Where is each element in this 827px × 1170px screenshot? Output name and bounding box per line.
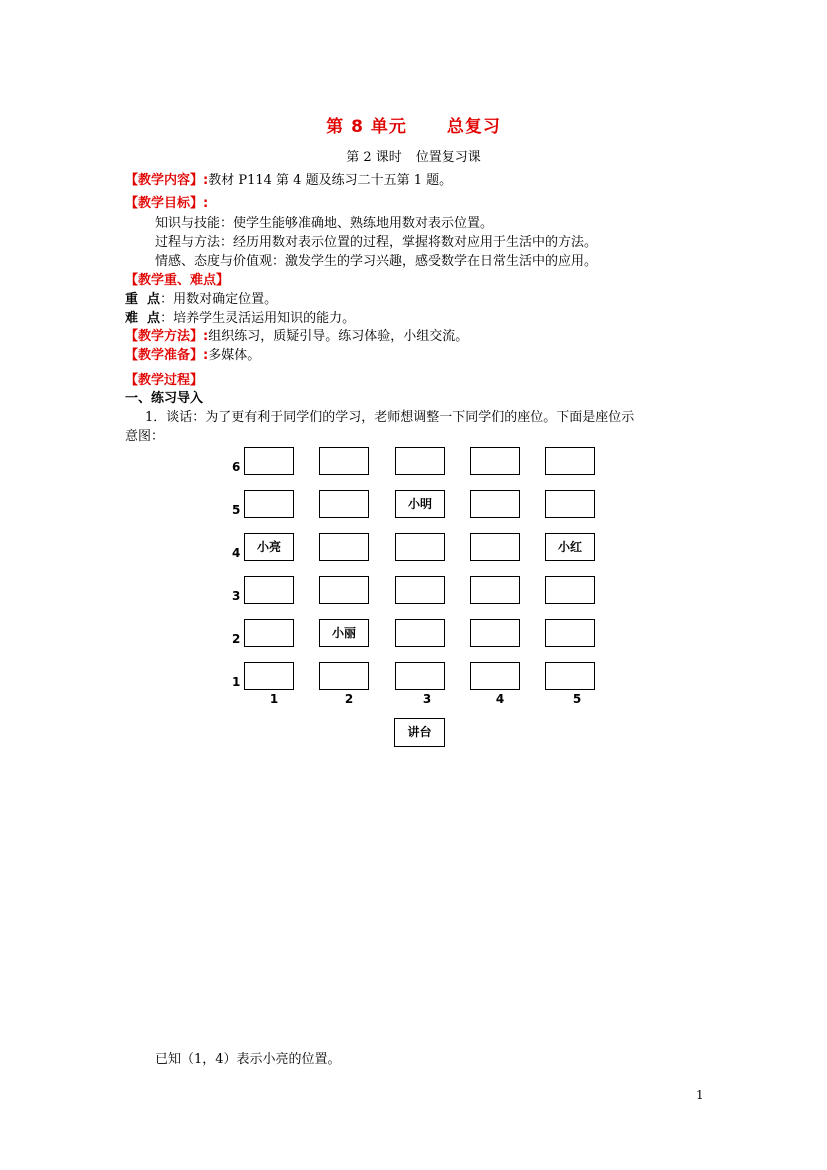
seat-box bbox=[395, 619, 445, 647]
process-label: 【教学过程】 bbox=[125, 373, 204, 388]
seat-xiaoliang: 小亮 bbox=[244, 533, 294, 561]
seat-xiaoli: 小丽 bbox=[319, 619, 369, 647]
column-label: 5 bbox=[572, 692, 582, 706]
seat-box bbox=[319, 533, 369, 561]
goals-label-line bbox=[125, 195, 208, 213]
page-number: 1 bbox=[696, 1088, 704, 1102]
seat-box bbox=[470, 619, 520, 647]
podium-box: 讲台 bbox=[394, 718, 445, 747]
method-text: 组织练习，质疑引导。练习体验，小组交流。 bbox=[208, 329, 469, 344]
seat-xiaoming: 小明 bbox=[395, 490, 445, 518]
seat-box bbox=[545, 619, 595, 647]
prep-text: 多媒体。 bbox=[208, 348, 261, 363]
keypoints-label-line bbox=[125, 272, 229, 290]
seat-box bbox=[319, 662, 369, 690]
key-point-text: ：用数对确定位置。 bbox=[160, 292, 278, 307]
goal-item: 知识与技能：使学生能够准确地、熟练地用数对表示位置。 bbox=[155, 216, 494, 231]
seat-box bbox=[395, 662, 445, 690]
content-text: 教材 P114 第 4 题及练习二十五第 1 题。 bbox=[208, 173, 453, 188]
column-label: 2 bbox=[344, 692, 354, 706]
column-label: 4 bbox=[495, 692, 505, 706]
lesson-topic: 位置复习课 bbox=[415, 150, 481, 165]
seat-box bbox=[395, 447, 445, 475]
key-point-line bbox=[125, 291, 277, 309]
title-unit: 第 8 单元 bbox=[326, 117, 407, 137]
goals-label: 【教学目标】: bbox=[125, 196, 209, 211]
seat-box bbox=[545, 662, 595, 690]
seat-box bbox=[470, 662, 520, 690]
seat-box bbox=[470, 490, 520, 518]
column-label: 3 bbox=[422, 692, 432, 706]
column-label: 1 bbox=[269, 692, 279, 706]
lesson-number: 第 2 课时 bbox=[346, 150, 402, 165]
seat-box bbox=[244, 447, 294, 475]
content-line bbox=[125, 172, 452, 190]
seat-box bbox=[319, 576, 369, 604]
seat-box bbox=[319, 490, 369, 518]
seat-xiaohong: 小红 bbox=[545, 533, 595, 561]
row-label: 4 bbox=[232, 546, 241, 560]
title-name: 总复习 bbox=[446, 117, 501, 137]
row-label: 5 bbox=[232, 503, 241, 517]
goal-item: 情感、态度与价值观：激发学生的学习兴趣，感受数学在日常生活中的应用。 bbox=[155, 254, 598, 269]
seat-box bbox=[470, 576, 520, 604]
hard-point-label: 难 点 bbox=[125, 311, 161, 326]
seat-box bbox=[244, 619, 294, 647]
prep-line bbox=[125, 347, 260, 365]
lesson-subtitle bbox=[0, 146, 827, 165]
row-label: 6 bbox=[232, 460, 241, 474]
hard-point-line bbox=[125, 310, 355, 328]
row-label: 1 bbox=[232, 675, 241, 689]
known-statement: 已知（1，4）表示小亮的位置。 bbox=[155, 1052, 341, 1067]
process-label-line bbox=[125, 372, 203, 390]
page-title bbox=[0, 112, 827, 137]
method-line bbox=[125, 328, 468, 346]
seat-box bbox=[545, 490, 595, 518]
seat-box bbox=[470, 533, 520, 561]
seat-box bbox=[545, 576, 595, 604]
content-label: 【教学内容】: bbox=[125, 173, 209, 188]
seat-box bbox=[319, 447, 369, 475]
seat-box bbox=[545, 447, 595, 475]
method-label: 【教学方法】: bbox=[125, 329, 209, 344]
paragraph-line: 意图： bbox=[125, 429, 165, 444]
seat-box bbox=[470, 447, 520, 475]
seat-box bbox=[244, 662, 294, 690]
section-heading: 一、练习导入 bbox=[125, 391, 204, 406]
key-point-label: 重 点 bbox=[125, 292, 161, 307]
seat-box bbox=[244, 576, 294, 604]
goal-item: 过程与方法：经历用数对表示位置的过程，掌握将数对应用于生活中的方法。 bbox=[155, 235, 598, 250]
paragraph-line: 1．谈话：为了更有利于同学们的学习，老师想调整一下同学们的座位。下面是座位示 bbox=[145, 410, 635, 425]
keypoints-label: 【教学重、难点】 bbox=[125, 273, 230, 288]
seat-box bbox=[395, 533, 445, 561]
seat-box bbox=[395, 576, 445, 604]
row-label: 3 bbox=[232, 589, 241, 603]
row-label: 2 bbox=[232, 632, 241, 646]
hard-point-text: ：培养学生灵活运用知识的能力。 bbox=[160, 311, 356, 326]
prep-label: 【教学准备】: bbox=[125, 348, 209, 363]
seat-box bbox=[244, 490, 294, 518]
